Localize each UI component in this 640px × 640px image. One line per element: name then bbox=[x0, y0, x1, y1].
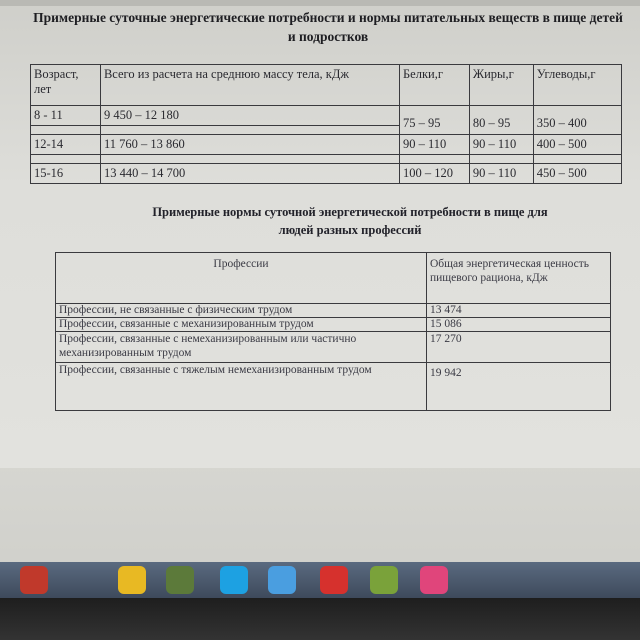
cell-profession: Профессии, не связанные с физическим трудом bbox=[56, 304, 427, 318]
cell-proteins: 90 – 110 bbox=[399, 135, 469, 155]
children-nutrition-table bbox=[30, 64, 622, 184]
header-age: Возраст, лет bbox=[31, 65, 101, 106]
header-profession: Профессии bbox=[56, 253, 427, 304]
cell-energy: 9 450 – 12 180 bbox=[100, 106, 399, 126]
header-proteins: Белки,г bbox=[399, 65, 469, 106]
cell-energy-value: 13 474 bbox=[427, 304, 611, 318]
cell-proteins: 75 – 95 bbox=[399, 106, 469, 135]
table-row bbox=[31, 106, 622, 126]
cell-fats: 90 – 110 bbox=[469, 164, 533, 184]
header-fats: Жиры,г bbox=[469, 65, 533, 106]
cell-energy-value: 15 086 bbox=[427, 318, 611, 332]
title-children-norms: Примерные суточные энергетические потребности и нормы питательных веществ в пище детей и подростков bbox=[33, 10, 623, 44]
table-row bbox=[31, 164, 622, 184]
cell-profession: Профессии, связанные с тяжелым немеханизированным трудом bbox=[56, 363, 427, 411]
cell-fats: 90 – 110 bbox=[469, 135, 533, 155]
spacer-cell bbox=[31, 126, 101, 135]
media-player-icon[interactable] bbox=[268, 566, 296, 594]
monitor-bezel bbox=[0, 598, 640, 640]
cell-age: 8 - 11 bbox=[31, 106, 101, 126]
table-row-spacer bbox=[31, 155, 622, 164]
cell-carbs: 450 – 500 bbox=[533, 164, 621, 184]
spacer-cell bbox=[100, 155, 399, 164]
profession-energy-table bbox=[55, 252, 611, 411]
pdf-reader-icon[interactable] bbox=[20, 566, 48, 594]
cell-profession: Профессии, связанные с механизированным трудом bbox=[56, 318, 427, 332]
spacer-cell bbox=[469, 155, 533, 164]
header-energy-value: Общая энергетическая ценность пищевого рациона, кДж bbox=[427, 253, 611, 304]
cell-energy: 13 440 – 14 700 bbox=[100, 164, 399, 184]
spacer-cell bbox=[100, 126, 399, 135]
cell-energy-value: 17 270 bbox=[427, 332, 611, 363]
spacer-cell bbox=[31, 155, 101, 164]
header-total-energy: Всего из расчета на среднюю массу тела, кДж bbox=[100, 65, 399, 106]
cell-fats: 80 – 95 bbox=[469, 106, 533, 135]
cell-carbs: 400 – 500 bbox=[533, 135, 621, 155]
torrent-icon[interactable] bbox=[166, 566, 194, 594]
skype-icon[interactable] bbox=[220, 566, 248, 594]
table-row bbox=[56, 318, 611, 332]
table-header-row bbox=[56, 253, 611, 304]
header-carbs: Углеводы,г bbox=[533, 65, 621, 106]
cell-proteins: 100 – 120 bbox=[399, 164, 469, 184]
cell-energy: 11 760 – 13 860 bbox=[100, 135, 399, 155]
table-row bbox=[56, 332, 611, 363]
chrome-icon[interactable] bbox=[118, 566, 146, 594]
cell-profession: Профессии, связанные с немеханизированным или частично механизированным трудом bbox=[56, 332, 427, 363]
spacer-cell bbox=[399, 155, 469, 164]
creative-cloud-icon[interactable] bbox=[320, 566, 348, 594]
toolbar-strip bbox=[0, 0, 640, 6]
cell-carbs: 350 – 400 bbox=[533, 106, 621, 135]
table-row bbox=[56, 304, 611, 318]
cell-age: 15-16 bbox=[31, 164, 101, 184]
spacer-cell bbox=[533, 155, 621, 164]
table-header-row bbox=[31, 65, 622, 106]
cell-age: 12-14 bbox=[31, 135, 101, 155]
table-row bbox=[31, 135, 622, 155]
table-row bbox=[56, 363, 611, 411]
cell-energy-value: 19 942 bbox=[427, 363, 611, 411]
spreadsheet-icon[interactable] bbox=[370, 566, 398, 594]
music-icon[interactable] bbox=[420, 566, 448, 594]
title-profession-norms: Примерные нормы суточной энергетической потребности в пище для людей разных профессий bbox=[152, 205, 548, 237]
